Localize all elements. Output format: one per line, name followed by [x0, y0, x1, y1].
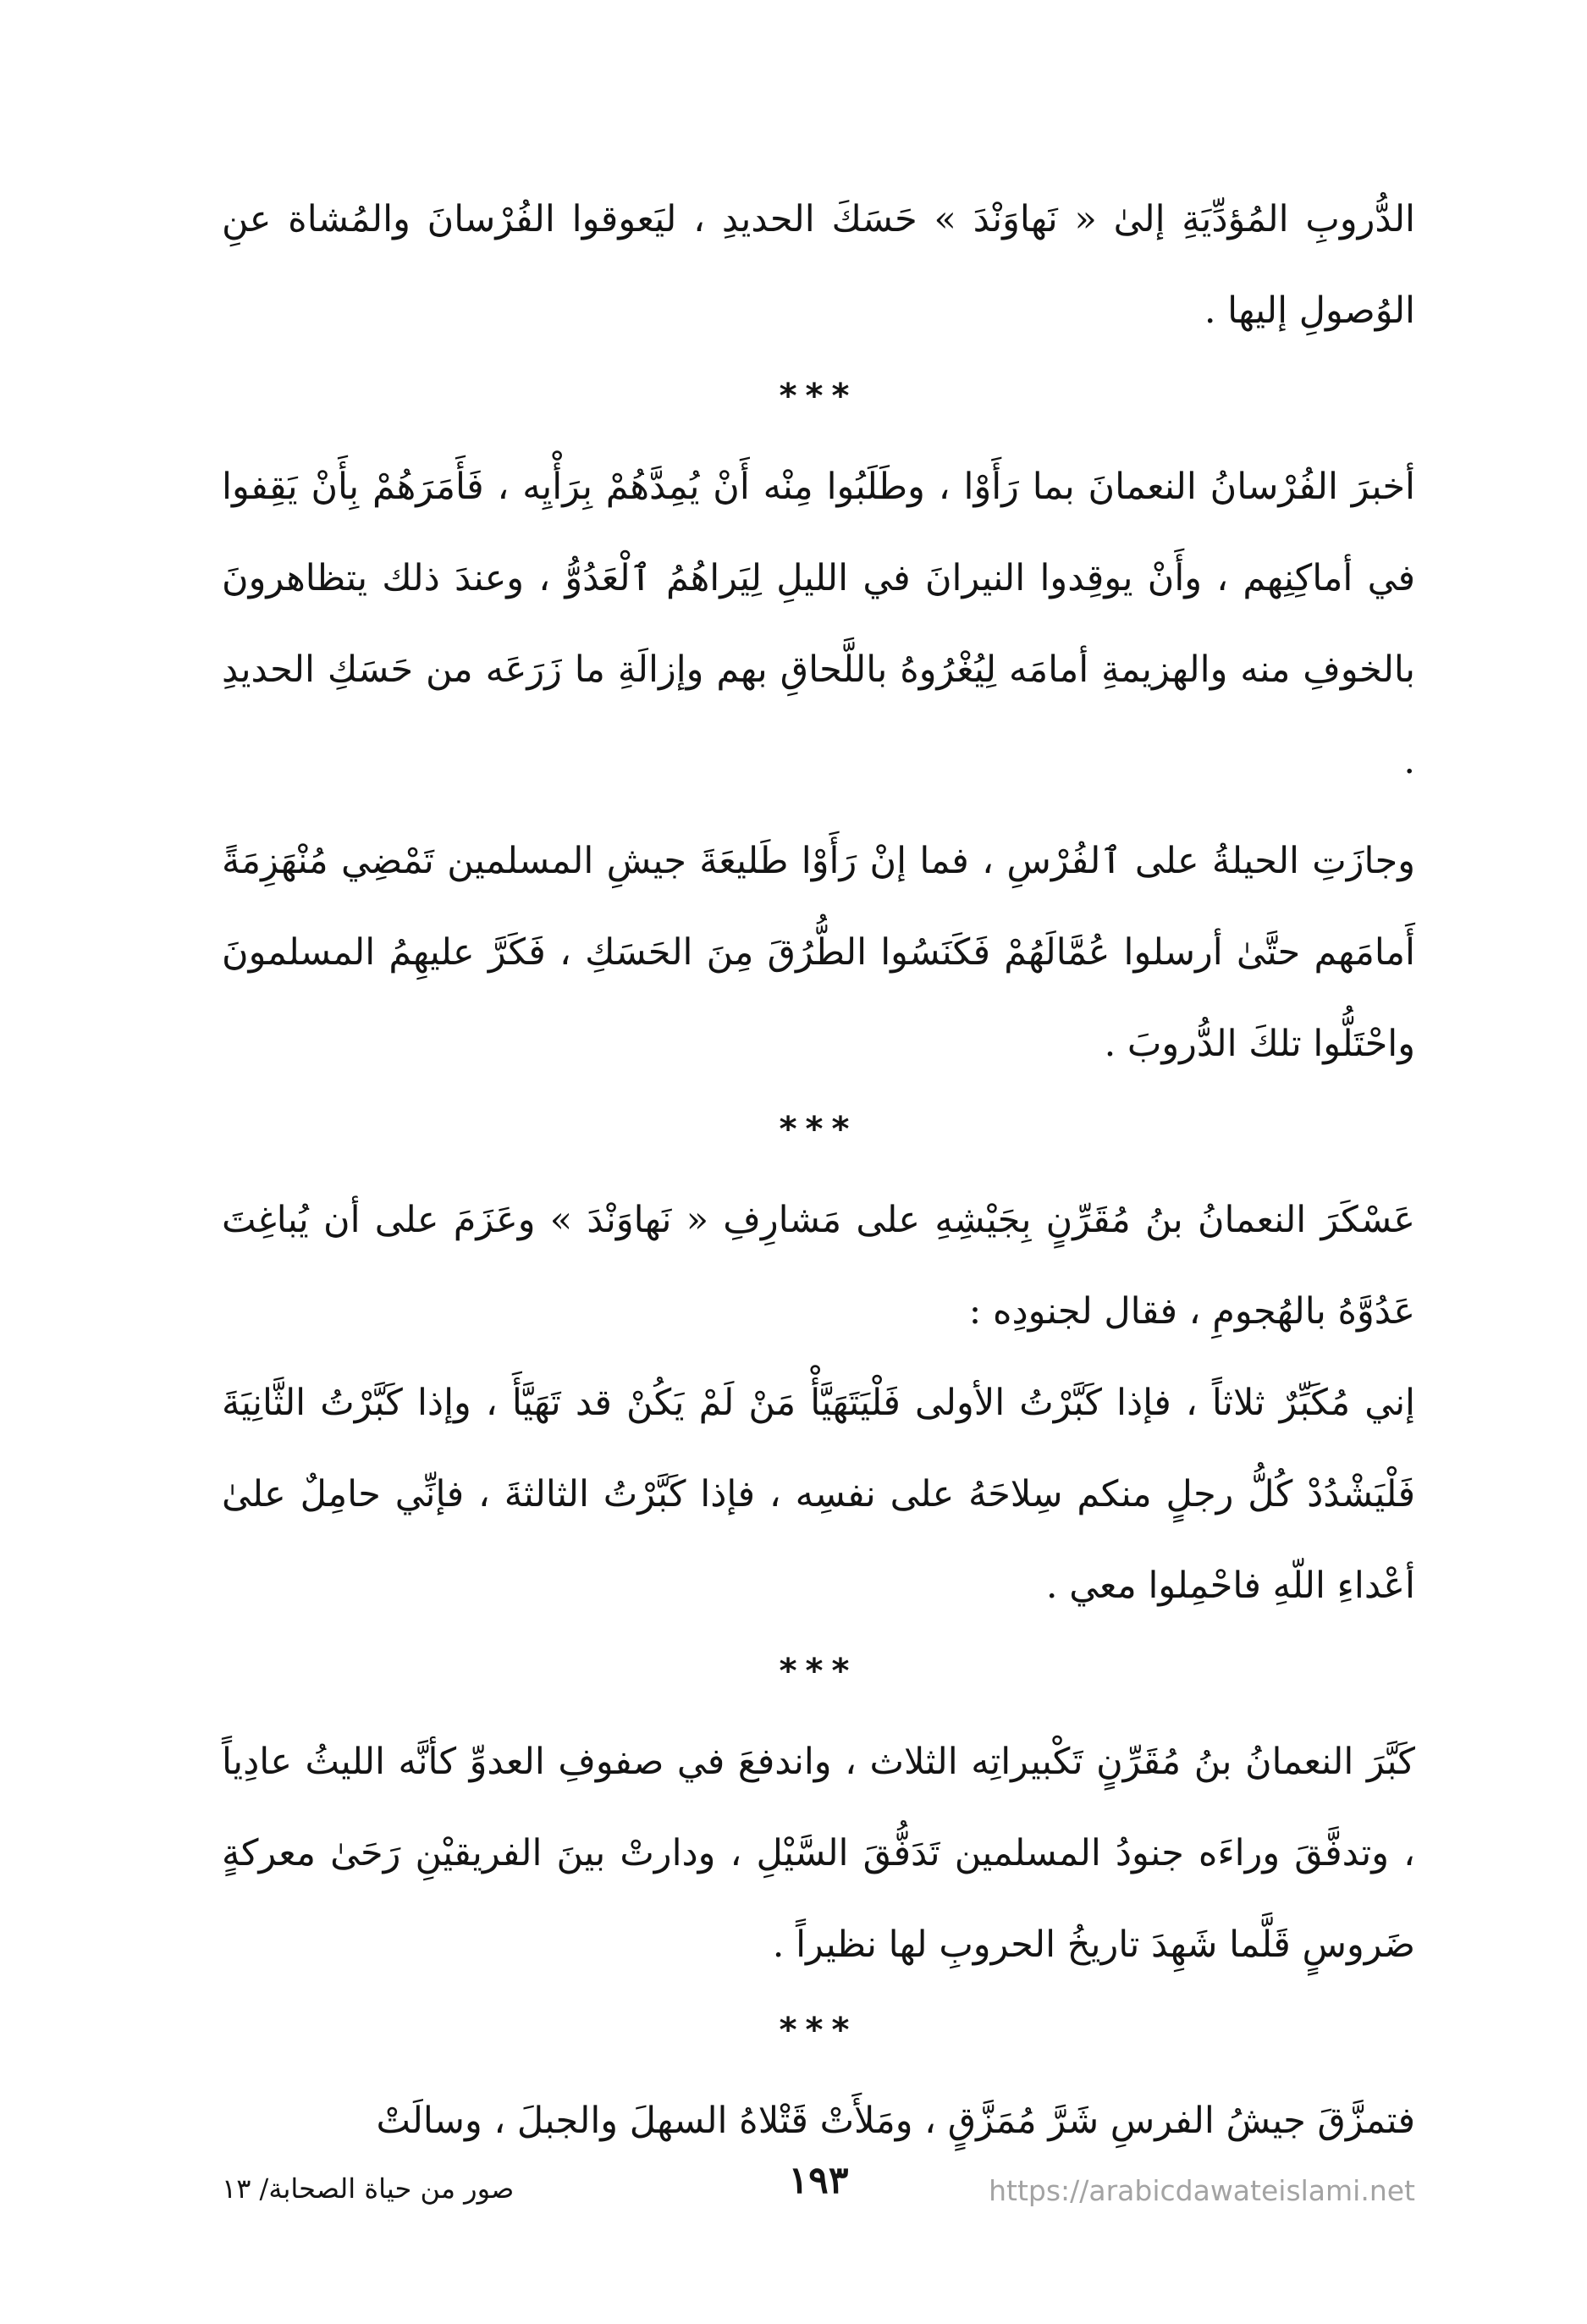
page-body [222, 174, 1415, 2167]
paragraph-3: وجازَتِ الحيلةُ على ٱلفُرْسِ ، فما إنْ رَأَوْا طَليعَةَ جيشِ المسلمين تَمْضِي مُنْهَزِمَةً أَمامَهم حتَّىٰ أرسلوا عُمَّالَهُمْ فَكَنَسُوا الطُّرُقَ مِنَ الحَسَكِ ، فَكَرَّ عليهِمُ المسلمونَ واحْتَلُّوا تلكَ الدُّروبَ . [222, 840, 1415, 1065]
paragraph-5: إني مُكَبِّرٌ ثلاثاً ، فإذا كَبَّرْتُ الأولى فَلْيَتَهَيَّأْ مَنْ لَمْ يَكُنْ قد تَهَيَّأَ ، وإذا كَبَّرْتُ الثَّانِيَةَ فَلْيَشْدُدْ كُلُّ رجلٍ منكم سِلاحَهُ على نفسِه ، فإذا كَبَّرْتُ الثالثةَ ، فإنِّي حامِلٌ علىٰ أعْداءِ اللّهِ فاحْمِلوا معي . [222, 1382, 1415, 1607]
paragraph-2: أخبرَ الفُرْسانُ النعمانَ بما رَأَوْا ، وطَلَبُوا مِنْه أَنْ يُمِدَّهُمْ بِرَأْيِه ، فَأَمَرَهُمْ بِأَنْ يَقِفوا في أماكِنِهم ، وأَنْ يوقِدوا النيرانَ في الليلِ لِيَراهُمُ ٱلْعَدُوُّ ، وعندَ ذلك يتظاهرونَ بالخوفِ منه والهزيمةِ أمامَه لِيُغْرُوهُ باللَّحاقِ بهم وإزالَةِ ما زَرَعَه من حَسَكِ الحديدِ . [222, 466, 1415, 782]
section-separator: *** [779, 2011, 858, 2050]
section-separator: *** [779, 1110, 858, 1149]
page-number: ١٩٣ [788, 2159, 849, 2202]
paragraph-1: الدُّروبِ المُؤدِّيَةِ إلىٰ « نَهاوَنْدَ » حَسَكَ الحديدِ ، ليَعوقوا الفُرْسانَ والمُشاة عنِ الوُصولِ إليها . [222, 198, 1415, 332]
book-title: صور من حياة الصحابة/ ١٣ [222, 2172, 515, 2205]
section-separator: *** [779, 1652, 858, 1691]
page-footer [222, 2159, 1415, 2227]
paragraph-6: كَبَّرَ النعمانُ بنُ مُقَرِّنٍ تَكْبيراتِه الثلاث ، واندفعَ في صفوفِ العدوِّ كأنَّه الليثُ عادِياً ، وتدفَّقَ وراءَه جنودُ المسلمين تَدَفُّقَ السَّيْلِ ، ودارتْ بينَ الفريقيْنِ رَحَىٰ معركةٍ ضَروسٍ قَلَّما شَهِدَ تاريخُ الحروبِ لها نظيراً . [222, 1741, 1415, 1966]
paragraph-4: عَسْكَرَ النعمانُ بنُ مُقَرِّنٍ بِجَيْشِهِ على مَشارِفِ « نَهاوَنْدَ » وعَزَمَ على أن يُباغِتَ عَدُوَّهُ بالهُجومِ ، فقال لجنودِه : [222, 1199, 1415, 1333]
section-separator: *** [779, 377, 858, 416]
source-url-watermark[interactable]: https://arabicdawateislami.net [989, 2174, 1415, 2207]
paragraph-7: فتمزَّقَ جيشُ الفرسِ شَرَّ مُمَزَّقٍ ، ومَلأَتْ قَتْلاهُ السهلَ والجبلَ ، وسالَتْ [376, 2100, 1415, 2142]
